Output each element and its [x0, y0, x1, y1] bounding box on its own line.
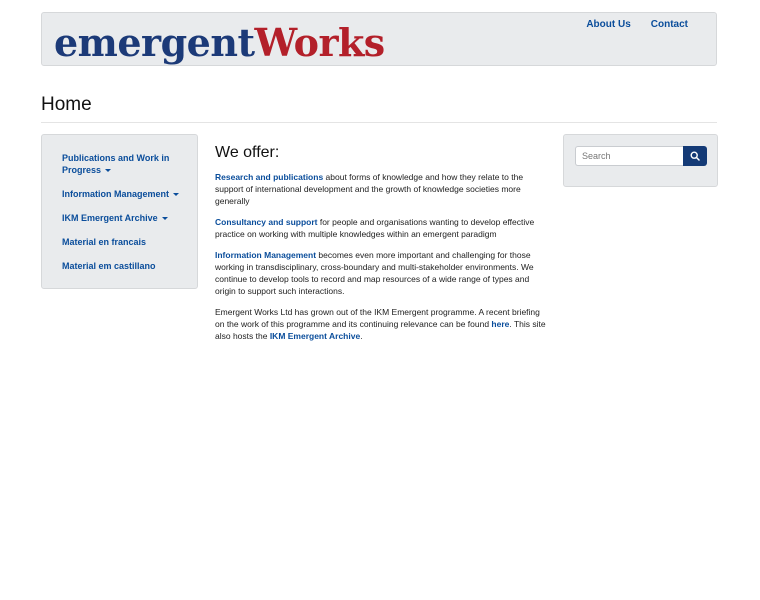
sidebar-item-label: Material en francais: [62, 237, 147, 247]
sidebar-menu: [41, 134, 198, 289]
caret-down-icon: [162, 217, 168, 220]
site-logo[interactable]: [54, 20, 385, 65]
logo-text-emergent: emergent: [54, 20, 255, 65]
logo-text-works: Works: [254, 20, 385, 65]
sidebar-item-label: IKM Emergent Archive: [62, 213, 158, 223]
consultancy-text: for people and organisations wanting to develop effective practice on working with multiple knowledges within an emergent paradigm: [215, 217, 535, 239]
sidebar-item-label: Publications and Work in Progress: [62, 153, 170, 175]
sidebar-item-castillano[interactable]: [62, 260, 187, 272]
search-input[interactable]: [575, 146, 683, 166]
caret-down-icon: [105, 169, 111, 172]
research-text: about forms of knowledge and how they relate to the support of international development and the growth of knowledge societies more generally: [215, 172, 524, 206]
about-text-3: .: [360, 331, 363, 341]
sidebar-item-information-management[interactable]: [62, 188, 187, 200]
sidebar-item-ikm-archive[interactable]: [62, 212, 187, 224]
search-icon: [690, 151, 700, 161]
nav-about-us[interactable]: About Us: [586, 19, 631, 30]
top-nav: [566, 19, 688, 30]
consultancy-link[interactable]: Consultancy and support: [215, 217, 318, 227]
about-text-1: Emergent Works Ltd has grown out of the IKM Emergent programme. A recent briefing on the work of this programme and its continuing relevance can be found: [215, 307, 540, 329]
sidebar-item-label: Material em castillano: [62, 261, 156, 271]
search-button[interactable]: [683, 146, 707, 166]
nav-contact[interactable]: Contact: [650, 19, 688, 30]
sidebar-item-publications[interactable]: [62, 152, 187, 176]
page-title: Home: [41, 94, 92, 115]
site-header: [41, 12, 717, 66]
about-text-2: . This site also hosts the: [215, 319, 546, 341]
caret-down-icon: [173, 193, 179, 196]
briefing-here-link[interactable]: here: [491, 319, 510, 329]
sidebar-item-francais[interactable]: [62, 236, 187, 248]
information-management-link[interactable]: Information Management: [215, 250, 317, 260]
sidebar-item-label: Information Management: [62, 189, 170, 199]
offer-research: [215, 171, 550, 207]
offer-heading: We offer:: [215, 144, 280, 161]
offer-consultancy: [215, 216, 550, 240]
title-divider: [41, 122, 717, 123]
offer-information-management: [215, 249, 550, 297]
information-management-text: becomes even more important and challenging for those working in transdisciplinary, cross-boundary and multi-stakeholder environments. We continue to develop tools to record and map resources of a wide range of types and origin to support such interactions.: [215, 250, 534, 296]
about-paragraph: [215, 306, 550, 342]
research-link[interactable]: Research and publications: [215, 172, 324, 182]
search-panel: [563, 134, 718, 187]
main-content: [215, 144, 550, 351]
ikm-archive-link[interactable]: IKM Emergent Archive: [269, 331, 361, 341]
